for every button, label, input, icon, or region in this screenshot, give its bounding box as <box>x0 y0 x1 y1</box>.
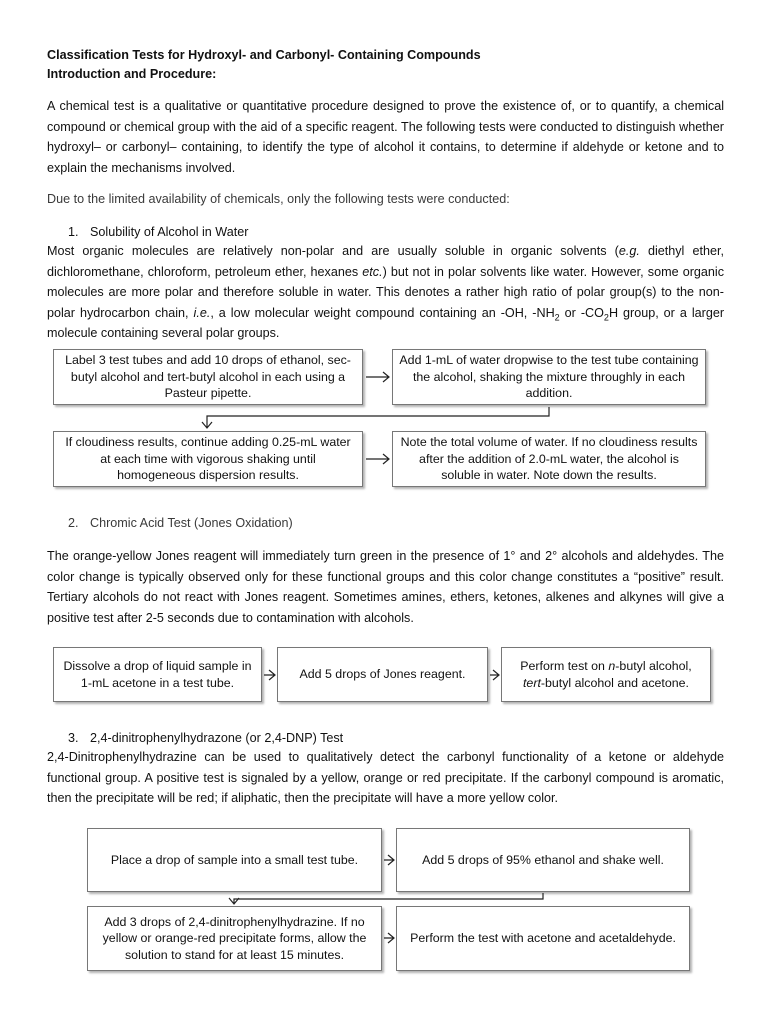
s3-arrow-1-2 <box>384 855 394 865</box>
section2-paragraph: The orange-yellow Jones reagent will immediately turn green in the presence of 1° and 2° alcohols and aldehydes. The color change is typically observed only for these functional groups and this color change constitutes a “positive” result. Tertiary alcohols do not react with Jones reagent. Sometimes amines, ethers, ketones, alkenes and alkynes will give a positive test after 2-5 seconds due to contamination with alcohols. <box>47 549 724 625</box>
s3-connector-2-3 <box>229 893 543 904</box>
s3-step4-box: Perform the test with acetone and acetaldehyde. <box>396 906 690 971</box>
s3-arrow-3-4 <box>384 933 394 943</box>
document-subtitle: Introduction and Procedure: <box>47 67 217 81</box>
section1-heading: Solubility of Alcohol in Water <box>90 225 249 239</box>
section2-number: 2. <box>68 516 79 530</box>
s1-arrow-3-4 <box>366 454 389 464</box>
section3-heading: 2,4-dinitrophenylhydrazone (or 2,4-DNP) Test <box>90 731 344 745</box>
s3-step1-box: Place a drop of sample into a small test tube. <box>87 828 382 892</box>
s1-arrow-1-2 <box>366 372 389 382</box>
section1-number: 1. <box>68 225 79 239</box>
s2-step2-box: Add 5 drops of Jones reagent. <box>277 647 488 702</box>
s2-arrow-1-2 <box>264 670 275 680</box>
intro-paragraph: A chemical test is a qualitative or quantitative procedure designed to prove the existence of, or to quantify, a chemical compound or chemical group with the aid of a specific reagent. The following tests were conducted to distinguish whether hydroxyl– or carbonyl– containing, to identify the type of alcohol it contains, to determine if aldehyde or ketone and to explain the mechanisms involved. <box>47 99 724 175</box>
document-title: Classification Tests for Hydroxyl- and Carbonyl- Containing Compounds <box>47 48 481 62</box>
s3-step2-box: Add 5 drops of 95% ethanol and shake well. <box>396 828 690 892</box>
s1-step1-box: Label 3 test tubes and add 10 drops of ethanol, sec-butyl alcohol and tert-butyl alcohol in each using a Pasteur pipette. <box>53 349 363 405</box>
s3-step3-box: Add 3 drops of 2,4-dinitrophenylhydrazine. If no yellow or orange-red precipitate forms, allow the solution to stand for at least 15 minutes. <box>87 906 382 971</box>
section1-paragraph: Most organic molecules are relatively non-polar and are usually soluble in organic solvents (e.g. diethyl ether, dichloromethane, chloroform, petroleum ether, hexanes etc.) but not in polar solvents like water. However, some organic molecules are more polar and therefore soluble in water. This denotes a rather high ratio of polar group(s) to the non-polar hydrocarbon chain, i.e., a low molecular weight compound containing an -OH, $-NH_2$ or $-CO_2H$ group, or a larger molecule containing several polar groups. <box>47 244 725 341</box>
section3-paragraph: 2,4-Dinitrophenylhydrazine can be used to qualitatively detect the carbonyl functionality of a ketone or aldehyde functional group. A positive test is signaled by a yellow, orange or red precipitate. If the carbonyl compound is aromatic, then the precipitate will be red; if aliphatic, then the precipitate will have a more yellow color. <box>47 750 724 806</box>
s1-step2-box: Add 1-mL of water dropwise to the test tube containing the alcohol, shaking the mixture throughly in each addition. <box>392 349 706 405</box>
section3-number: 3. <box>68 731 79 745</box>
s2-arrow-2-3 <box>490 670 499 680</box>
s1-step4-box: Note the total volume of water. If no cloudiness results after the addition of 2.0-mL water, the alcohol is soluble in water. Note down the results. <box>392 431 706 487</box>
intro-note: Due to the limited availability of chemicals, only the following tests were conducted: <box>47 192 510 206</box>
s1-connector-2-3 <box>202 407 549 428</box>
s2-step1-box: Dissolve a drop of liquid sample in 1-mL acetone in a test tube. <box>53 647 262 702</box>
section2-heading: Chromic Acid Test (Jones Oxidation) <box>90 516 293 530</box>
s1-step3-box: If cloudiness results, continue adding 0.25-mL water at each time with vigorous shaking until homogeneous dispersion results. <box>53 431 363 487</box>
s2-step3-box: Perform test on n-butyl alcohol, tert-butyl alcohol and acetone. <box>501 647 711 702</box>
